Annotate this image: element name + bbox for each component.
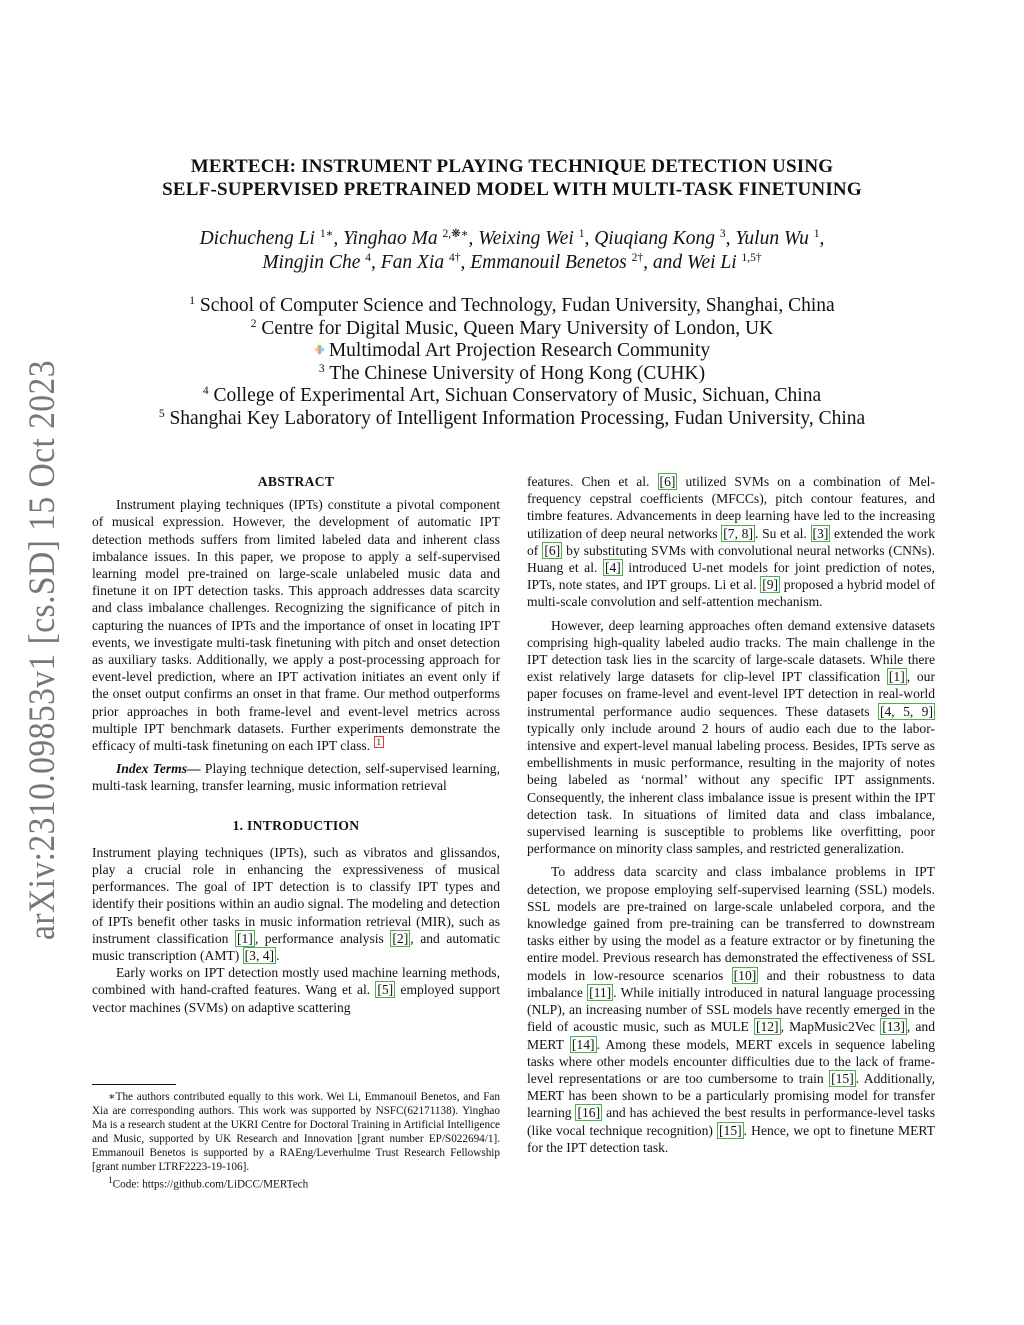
author-entry: , Yinghao Ma $^{2,❋∗}$: [333, 228, 469, 249]
author-entry: Dichucheng Li $^{1∗}$: [199, 228, 334, 249]
affiliation-map: Multimodal Art Projection Research Community: [92, 340, 932, 363]
index-terms: Index Terms— Playing technique detection, self-supervised learning, multi-task learning, transfer learning, music information retrieval: [92, 761, 500, 794]
citation-link[interactable]: [15]: [719, 1122, 742, 1138]
footnote-link[interactable]: 1: [374, 736, 385, 748]
authors-line-1: [92, 227, 932, 251]
affiliation-2: $^2$ Centre for Digital Music, Queen Mary University of London, UK: [250, 318, 774, 339]
intro-paragraph-1: Instrument playing techniques (IPTs), such as vibratos and glissandos, play a crucial role in enhancing the expressiveness of musical performances. The goal of IPT detection is to classify IPT types and identify their positions within an audio signal. The modeling and detection of IPTs benefit other tasks in music information retrieval (MIR), such as instrument classification [1] , performance analysis [2] , and automatic music transcription (AMT) [3, 4] .: [92, 844, 500, 964]
intro-heading: 1. INTRODUCTION: [232, 817, 360, 833]
intro-paragraph-2: Early works on IPT detection mostly used machine learning methods, combined with hand-crafted features. Wang et al. [5] employed support vector machines (SVMs) on adaptive scattering: [92, 965, 500, 1015]
author-entry: , Fan Xia $^{4\dagger}$: [370, 252, 461, 273]
paper-title-line-1: MERTECH: INSTRUMENT PLAYING TECHNIQUE DETECTION USING: [190, 156, 834, 177]
right-paragraph-2: However, deep learning approaches often demand extensive datasets comprising high-quality labeled audio tracks. The main challenge in the IPT detection task lies in the scarcity of large-scale datasets. While there exist relatively large datasets for clip-level IPT classification [1] , our paper focuses on frame-level and event-level IPT detection in real-world instrumental performance audio sequences. These datasets [4, 5, 9] typically only include around 2 hours of audio each due to the labor-intensive and expert-level manual labeling process. Besides, IPTs serve as embellishments in music performance, resulting in the majority of notes being labeled as ‘normal’ without any specific IPT assignments. Consequently, the inherent class imbalance issue is present within the IPT detection task. In situations of limited data and class imbalance, supervised learning is susceptible to problems like overfitting, poor performance on minority class samples, and restricted generalization.: [527, 617, 936, 857]
author-entry: , Weixing Wei $^1$: [468, 228, 585, 249]
author-entry: , and Wei Li $^{1,5\dagger}$: [643, 252, 762, 273]
citation-link[interactable]: [3]: [812, 525, 829, 541]
authors-line-2: [92, 251, 932, 275]
paper-title-line-2: SELF-SUPERVISED PRETRAINED MODEL WITH MULTI-TASK FINETUNING: [162, 179, 862, 200]
arxiv-stamp-text: arXiv:2310.09853v1 [cs.SD] 15 Oct 2023: [22, 350, 63, 940]
citation-link[interactable]: [1]: [236, 930, 253, 946]
citation-link[interactable]: [11]: [589, 984, 612, 1000]
right-paragraph-3: To address data scarcity and class imbalance problems in IPT detection, we propose employing self-supervised learning (SSL) models. SSL models are pre-trained on large-scale unlabeled corpora, and the knowledge gained from pre-training can be transferred to downstream tasks either by using the model as a feature extractor or by finetuning the entire model. Previous research has demonstrated the effectiveness of SSL models in low-resource scenarios [10] and their robustness to data imbalance [11] . While initially introduced in natural language processing (NLP), an increasing number of SSL models have recently emerged in the field of acoustic music, such as MULE [12] , MapMusic2Vec [13] , and MERT [14] . Among these models, MERT excels in sequence labeling tasks where other models encounter difficulties due to the lack of frame-level representations or are too cumbersome to train [15] . Additionally, MERT has been shown to be a particularly promising model for transfer learning [16] and has achieved the best results in performance-level tasks (like vocal technique recognition) [15] . Hence, we opt to finetune MERT for the IPT detection task.: [527, 864, 936, 1155]
citation-link[interactable]: [1]: [888, 669, 905, 685]
abstract-heading: ABSTRACT: [257, 474, 335, 489]
footnotes: [92, 1090, 500, 1192]
citation-link[interactable]: [2]: [392, 930, 409, 946]
citation-link[interactable]: [13]: [882, 1019, 905, 1035]
author-entry: , Yulun Wu $^1$: [725, 228, 820, 249]
footnote-authors: ∗The authors contributed equally to this work. Wei Li, Emmanouil Benetos, and Fan Xia are corresponding authors. This work was supported by NSFC(62171138). Yinghao Ma is a research student at the UKRI Centre for Doctoral Training in Artificial Intelligence and Music, supported by UK Research and Innovation [grant number EP/S022694/1]. Emmanouil Benetos is supported by a RAEng/Leverhulme Trust Research Fellowship [grant number LTRF2223-19-106].: [92, 1091, 500, 1173]
footnote-rule: [92, 1084, 176, 1085]
left-column: [92, 473, 500, 1016]
citation-link[interactable]: [15]: [831, 1070, 854, 1086]
citation-link[interactable]: [5]: [377, 982, 394, 998]
author-entry: , Emmanouil Benetos $^{2\dagger}$: [460, 252, 644, 273]
right-column: [527, 473, 935, 1156]
footnote-code: $^1$Code: https://github.com/LiDCC/MERTech: [108, 1176, 309, 1191]
citation-link[interactable]: [9]: [762, 577, 779, 593]
flower-icon: [314, 344, 325, 355]
author-entry: , Qiuqiang Kong $^3$: [584, 228, 726, 249]
citation-link[interactable]: [14]: [571, 1036, 595, 1052]
abstract-text: Instrument playing techniques (IPTs) constitute a pivotal component of musical expression. However, the development of automatic IPT detection methods suffers from limited labeled data and inherent class imbalance issues. In this paper, we propose to apply a self-supervised learning model pre-trained on large-scale unlabeled music data and finetune it on IPT detection tasks. This approach addresses data scarcity and class imbalance challenges. Recognizing the significance of pitch in capturing the nuances of IPTs and the importance of onset in locating IPT events, we investigate multi-task finetuning with pitch and onset detection as auxiliary tasks. Additionally, we apply a post-processing approach for event-level prediction, where an IPT activation initiates an event only if the onset output confirms an onset in that frame. Our method outperforms prior approaches in both frame-level and event-level metrics across multiple IPT benchmark datasets. Further experiments demonstrate the efficacy of multi-task finetuning on each IPT class. $^1$: [92, 497, 500, 754]
citation-link[interactable]: [16]: [577, 1105, 601, 1121]
citation-link[interactable]: [4]: [604, 560, 621, 576]
citation-link[interactable]: [6]: [544, 542, 561, 558]
citation-link[interactable]: [6]: [659, 474, 676, 489]
author-entry: ,: [819, 228, 825, 249]
right-paragraph-1: features. Chen et al. [6] utilized SVMs on a combination of Mel-frequency cepstral coefficients (MFCCs), pitch contour features, and timbre features. Advancements in deep learning have led to the increasing utilization of deep neural networks [7, 8] . Su et al. [3] extended the work of [6] by substituting SVMs with convolutional neural networks (CNNs). Huang et al. [4] introduced U-net models for joint prediction of notes, IPTs, note states, and IPT groups. Li et al. [9] proposed a hybrid model of multi-scale convolution and self-attention mechanism.: [527, 474, 935, 610]
arxiv-stamp: [8, 350, 66, 950]
affiliation-4: $^4$ College of Experimental Art, Sichuan Conservatory of Music, Sichuan, China: [202, 385, 822, 406]
citation-link[interactable]: [4, 5, 9]: [879, 703, 933, 719]
citation-link[interactable]: [7, 8]: [723, 525, 754, 541]
affiliation-1: $^1$ School of Computer Science and Technology, Fudan University, Shanghai, China: [189, 295, 835, 316]
citation-link[interactable]: [12]: [755, 1019, 779, 1035]
author-entry: Mingjin Che $^4$: [262, 252, 371, 273]
affiliation-3: $^3$ The Chinese University of Hong Kong (CUHK): [318, 363, 706, 384]
citation-link[interactable]: [3, 4]: [244, 948, 275, 964]
affiliation-5: $^5$ Shanghai Key Laboratory of Intelligent Information Processing, Fudan University, China: [158, 408, 866, 429]
citation-link[interactable]: [10]: [733, 967, 757, 983]
